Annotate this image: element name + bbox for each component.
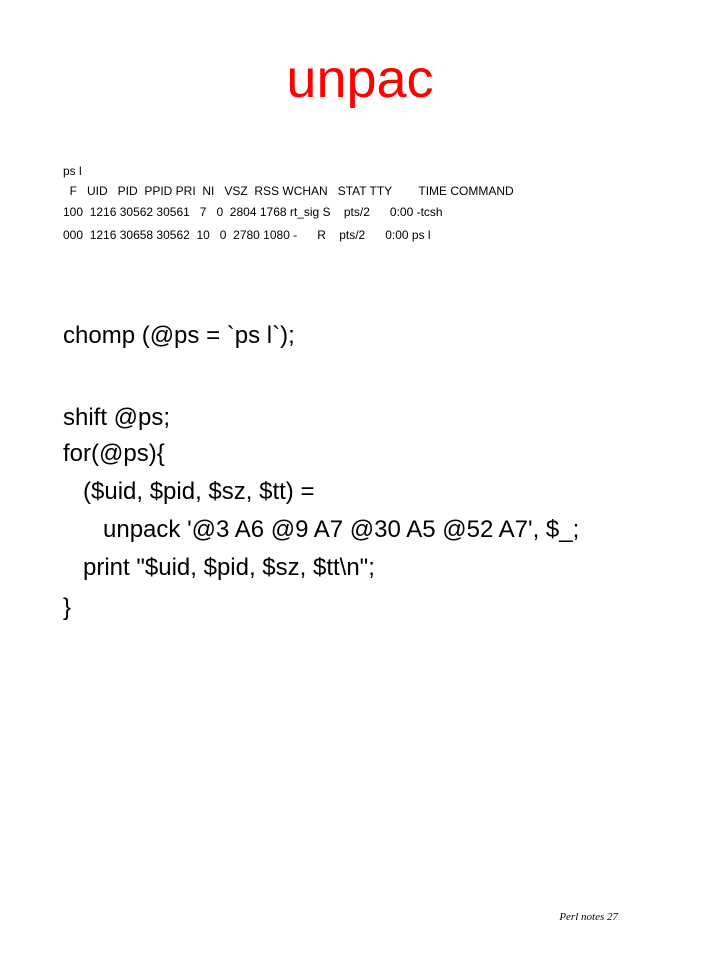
console-line: F UID PID PPID PRI NI VSZ RSS WCHAN STAT TTY TIME COMMAND bbox=[63, 184, 514, 198]
code-line: } bbox=[63, 594, 72, 621]
console-line: ps l bbox=[63, 164, 82, 178]
slide-title: unpac bbox=[286, 49, 434, 109]
slide-footer: Perl notes 27 bbox=[559, 911, 618, 923]
code-line: shift @ps; bbox=[63, 404, 171, 431]
console-line: 000 1216 30658 30562 10 0 2780 1080 - R pts/2 0:00 ps l bbox=[63, 228, 431, 242]
code-line: ($uid, $pid, $sz, $tt) = bbox=[63, 478, 315, 505]
code-line: unpack '@3 A6 @9 A7 @30 A5 @52 A7', $_; bbox=[63, 516, 580, 543]
code-line: chomp (@ps = `ps l`); bbox=[63, 322, 295, 349]
console-line: 100 1216 30562 30561 7 0 2804 1768 rt_sig S pts/2 0:00 -tcsh bbox=[63, 205, 443, 219]
perl-code-block bbox=[63, 322, 580, 621]
code-line: print "$uid, $pid, $sz, $tt\n"; bbox=[63, 554, 375, 581]
ps-output bbox=[63, 164, 514, 242]
code-line: for(@ps){ bbox=[63, 440, 165, 467]
